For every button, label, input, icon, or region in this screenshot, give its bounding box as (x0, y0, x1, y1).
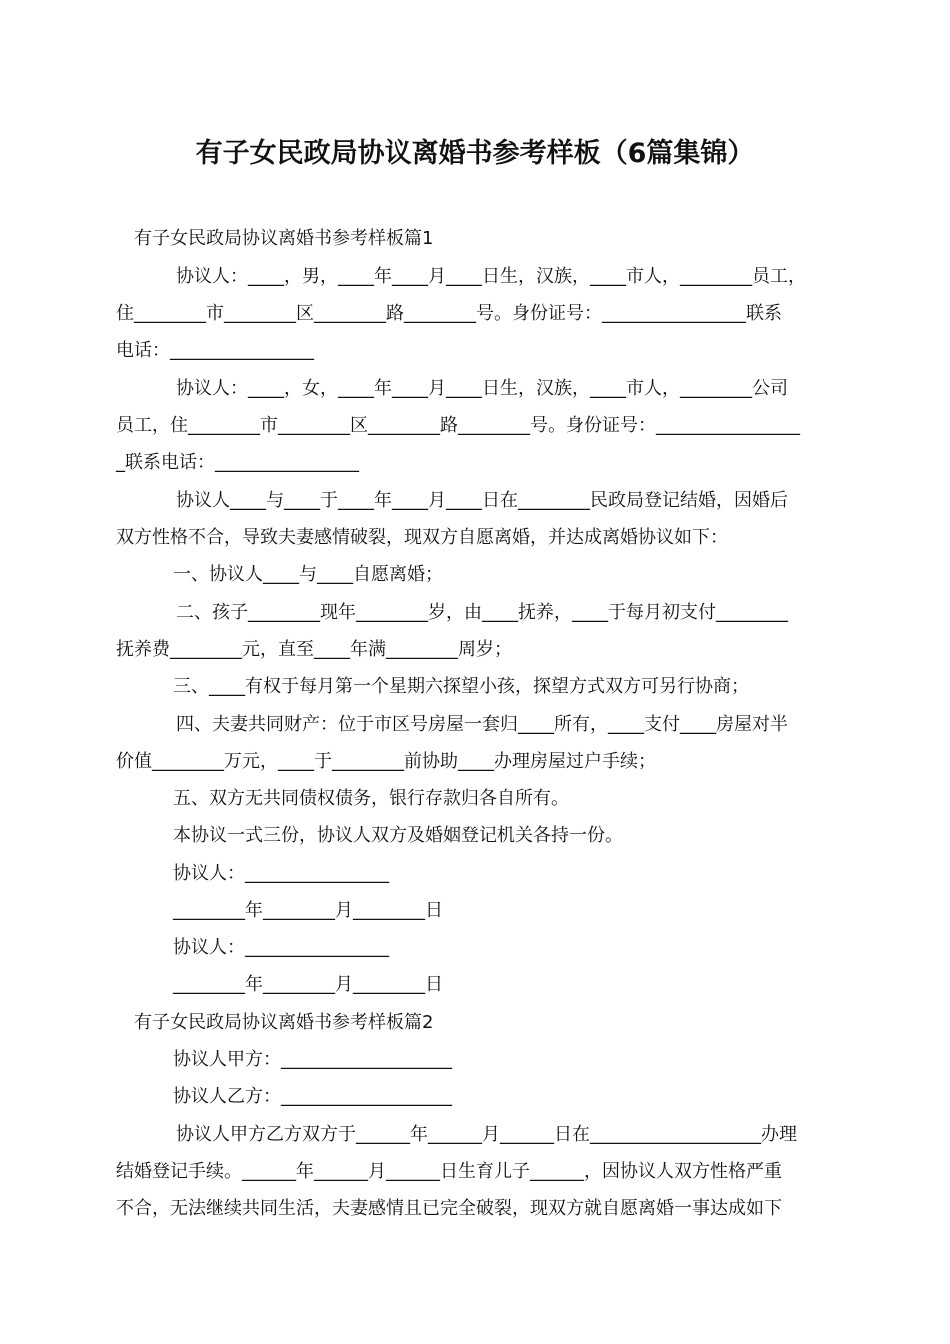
date-line: ________年________月________日 (173, 974, 443, 995)
date-line: ________年________月________日 (173, 900, 443, 921)
paragraph-line: 协议人：____，男，____年____月____日生，汉族，____市人，________员工， (176, 266, 806, 287)
paragraph-line: 结婚登记手续。______年______月______日生育儿子______，因协议人双方性格严重 (116, 1161, 782, 1182)
clause-line: 四、夫妻共同财产：位于市区号房屋一套归____所有，____支付____房屋对半 (176, 714, 788, 735)
clause-line: 三、____有权于每月第一个星期六探望小孩，探望方式双方可另行协商； (173, 676, 749, 697)
paragraph-line: 本协议一式三份，协议人双方及婚姻登记机关各持一份。 (173, 825, 623, 846)
paragraph-line: 协议人：____，女，____年____月____日生，汉族，____市人，________公司 (176, 378, 788, 399)
signature-line: 协议人：________________ (173, 863, 389, 884)
clause-line: 抚养费________元，直至____年满________周岁； (116, 639, 512, 660)
signature-line: 协议人：________________ (173, 937, 389, 958)
paragraph-line: 住________市________区________路________号。身份证号：________________联系 (116, 303, 782, 324)
signature-line: 协议人乙方：___________________ (173, 1086, 452, 1107)
document-title: 有子女民政局协议离婚书参考样板（6篇集锦） (195, 138, 755, 169)
signature-line: 协议人甲方：___________________ (173, 1049, 452, 1070)
clause-line: 价值________万元，____于________前协助____办理房屋过户手续； (116, 751, 656, 772)
paragraph-line: _联系电话：________________ (116, 452, 359, 473)
clause-line: 二、孩子________现年________岁，由____抚养，____于每月初支付________ (176, 602, 788, 623)
paragraph-line: 员工，住________市________区________路________号。身份证号：________________ (116, 415, 800, 436)
section-heading-1: 有子女民政局协议离婚书参考样板篇1 (134, 228, 434, 249)
paragraph-line: 双方性格不合，导致夫妻感情破裂，现双方自愿离婚，并达成离婚协议如下： (116, 527, 728, 548)
section-heading-2: 有子女民政局协议离婚书参考样板篇2 (134, 1012, 434, 1033)
paragraph-line: 协议人____与____于____年____月____日在________民政局登记结婚，因婚后 (176, 490, 788, 511)
clause-line: 五、双方无共同债权债务，银行存款归各自所有。 (173, 788, 569, 809)
paragraph-line: 协议人甲方乙方双方于______年______月______日在___________________办理 (176, 1124, 797, 1145)
clause-line: 一、协议人____与____自愿离婚； (173, 564, 443, 585)
paragraph-line: 电话：________________ (116, 340, 314, 361)
paragraph-line: 不合，无法继续共同生活，夫妻感情且已完全破裂，现双方就自愿离婚一事达成如下 (116, 1198, 782, 1219)
